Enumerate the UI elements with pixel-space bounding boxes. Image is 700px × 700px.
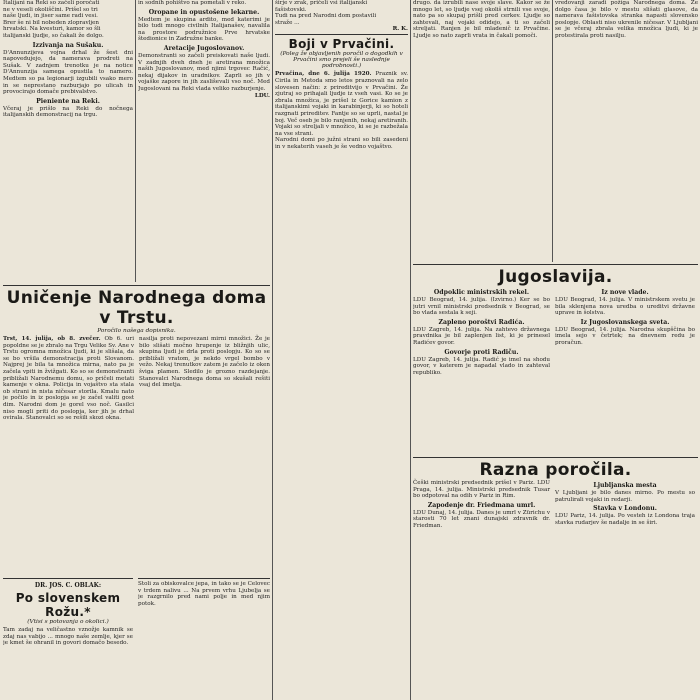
column-1-top-line: ne v veseli okoliščini. Prišel so tri — [3, 6, 98, 13]
headline-jugoslavija: Jugoslavija. — [498, 267, 613, 287]
signature: R. K. — [392, 26, 408, 33]
article-body: Stoli za obiskovalce jepa, in tako se je Celovec v trdem nalivu ... Na prvem vrhu Ljubelja se je razgrnilo pred nami polje in med njim potok. — [138, 581, 270, 607]
roz-article — [3, 576, 133, 700]
column-2 — [138, 0, 270, 282]
dateline: Trst, 14. julija, ob 8. zvečer. — [3, 336, 101, 342]
divider — [413, 457, 698, 458]
column-divider — [552, 0, 553, 262]
news-item-body: LDU Pariz, 14. julija. Po vesteh iz Londona traja stavka rudarjev še nadalje in se širi. — [555, 513, 695, 526]
column-2-bottom — [138, 576, 270, 700]
article-text: Ob 6. uri popoldne se je zbralo na Trgu Velike Sv. Ane v Trstu ogromna množica ljudi, ki je slišala, da se bo vršila demonstracija proti Slovanom. Najprej je bila ta množica mirna, nato pa je začela vpiti in žvižgati. Ko so se demonstranti približali Narodnemu domu, so pričeli metati kamenje v okna. Policija in vojaštvo sta stala ob strani in nista ničesar storila. Kmalu nato je počilo in iz poslopja se je začel valiti gost dim. Narodni dom je gorel vso noč. Gasilci niso mogli priti do poslopja, ker jih je drhal ovirala. Stanovalci so se rešili skozi okna. — [3, 336, 134, 422]
news-item-title: Stavka v Londonu. — [593, 505, 657, 513]
headline-kicker: (Poleg že objavljenih poročil o dogodkih v Prvačini smo prejeli še naslednje podrobnosti.) — [280, 51, 403, 70]
article-body: Tam zadaj na veličastno vznožje kamnik se zdaj nas vabijo ... mnogo naše zemlje, kjer se je kmet še ohranil in govori domačo besedo. — [3, 627, 133, 647]
column-1-top-line: italijanski ljudje, so čakali že dolgo. — [3, 32, 104, 39]
article-body: Tudi na pred Narodni dom postavili — [275, 13, 377, 20]
subheading: Aretacije Jugoslovanov. — [163, 44, 245, 52]
headline-prvacina: Boji v Prvačini. — [288, 37, 395, 52]
subheading: Izzivanja na Sušaku. — [32, 41, 104, 49]
article-body: Medtem je skupina ardito, med katerimi je bilo tudi mnogo civilnih Italijanašev, navalila na prostore podružnice Prve hrvatske štedionice in Zadružne banke. — [138, 16, 270, 43]
news-item-body: LDU Beograd, 14. julija. V ministrskem svetu je bila sklenjena nova uredba o ureditvi državne uprave in šolstva. — [555, 297, 695, 317]
column-1-top-line: hrvatski. Na kvesturi, kamor so šli — [3, 26, 101, 33]
article-body: Češki ministrski predsednik prišel v Pariz. LDU Praga, 14. julija. Ministrski predsednik Tusar bo odpotoval na odih v Pariz in Rim. — [413, 480, 550, 500]
column-1-top-line: naše ljudi, in jiser same radi vesi. — [3, 13, 98, 20]
news-item-title: Ljubljanska mesta — [593, 482, 657, 489]
article-body: vredovanji zaradi požiga Narodnega doma. Že dolgo časa je bilo v mestu slišati glasove, da namerava fašistovska stranka napasti slovensko poslopje. Oblasti niso ukrenile ničesar. V Ljubljani se je včeraj zbrala velika množica ljudi, ki je protestirala proti nasilju. — [555, 0, 698, 39]
headline-block — [3, 283, 270, 573]
news-item-title: Govorje proti Radiču. — [444, 348, 519, 356]
jugoslavija-section — [413, 262, 698, 452]
article-body: Včeraj je prišlo na Reki do nočnega italijanskih demonstracij na trgu. — [3, 105, 133, 119]
divider — [138, 578, 270, 579]
article-body — [275, 71, 408, 137]
divider — [413, 264, 698, 265]
dateline: Prvačina, dne 6. julija 1920. — [275, 71, 372, 78]
news-item-body: LDU Zagreb, 14. julija. Radić je imel na shodu govor, v katerem je napadal vlado in zahteval republiko. — [413, 356, 550, 376]
news-item-body: LDU Beograd, 14. julija. Narodna skupščina bo imela sejo v četrtek; na dnevnem redu je proračun. — [555, 326, 695, 346]
headline-narodni-dom: Uničenje Narodnega doma v Trstu. — [6, 288, 267, 328]
column-divider — [272, 0, 273, 700]
headline-kicker: Poročilo našega dopisnika. — [97, 328, 176, 334]
headline-roz: Po slovenskem Rožu.* — [15, 591, 121, 619]
column-divider — [135, 0, 136, 282]
headline-kicker: (Vtisi s potovanja o okolici.) — [27, 619, 109, 625]
news-item-title: Iz nove vlade. — [601, 289, 649, 296]
news-item-body: LDU Beograd, 14. julija. (Izvirno.) Ker se bo jutri vrnil ministrski predsednik v Beograd, se bo vlada sestala k seji. — [413, 297, 550, 317]
article-body: širje v zrak, pričeli vsi italijanski — [275, 0, 368, 6]
column-1-top-line: Italijani na Reki so začeli poročati — [3, 0, 100, 6]
column-divider — [410, 0, 411, 700]
news-item-body: LDU Zagreb, 14. julija. Na zahtevo državnega pravdnika je bil zaplenjen list, ki je prinesel Radićev govor. — [413, 326, 550, 346]
divider — [3, 285, 270, 286]
divider — [275, 34, 408, 35]
article-body: straže ... — [275, 19, 300, 26]
news-item-title: Zapleno poroštvi Radića. — [438, 318, 525, 326]
news-item-title: Iz Jugoslovanskega sveta. — [580, 318, 670, 326]
column-1-top-line: Brer še ni bil nobeden zlopravljen — [3, 19, 100, 26]
signature: LDU. — [254, 92, 270, 99]
article-body: drugo. da izrubili nase svoje slave. Kakor se že mnogo let, so ljudje vsej okoliš strnili vse svoje, nato pa so skupaj prišli pred cerkev. Ljudje so zahtevali, naj vojaki odidejo, a ti so začeli streljati. Ranjen je bil mladenič iz Prvačine. Ljudje so nato zaprli vrata in čakali pomoči. — [413, 0, 550, 39]
article-text: Praznik sv. Cirila in Metoda smo letos praznovali na zelo slovesen način: z prireditvijo v Prvačini. Že zjutraj so prihajali ljudje iz vseh vasi. Ko se je zbrala množica, je prišel iz Gorice kamion z italijanskimi vojaki in karabinjerji, ki so hoteli razgnati prireditev. Fantje so se uprli, nastal je boj. Več oseb je bilo ranjenih, nekaj aretiranih. Vojaki so streljali v množico, ki se je razbežala na vse strani. — [275, 71, 408, 137]
razna-porocila-section — [413, 455, 698, 700]
news-item-body: V Ljubljani je bilo danes mirno. Po mestu so patrulirali vojaki in redarji. — [555, 490, 695, 503]
column-5 — [555, 0, 698, 262]
article-body: fašistovski. — [275, 6, 307, 13]
column-3 — [275, 0, 408, 700]
news-item-title: Zapodenje dr. Friedmana umrl. — [427, 501, 536, 509]
headline-razna-porocila: Razna poročila. — [479, 460, 632, 480]
article-body — [3, 336, 134, 422]
news-item-title: Odpoklic ministrskih rekel. — [433, 289, 530, 296]
article-body: Demonstranti so začeli preiskovati naše ljudi. V zadnjih dveh dneh je aretirana množica naših Jugoslovanov, med njimi trgovec Račić, nekaj dijakov in uradnikov. Zaprli so jih v vojaške zapore in jih zasliševali vso noč. Med Jugoslovani na Reki vlada veliko razburjenje. — [138, 52, 270, 92]
article-body: D'Annunzijeva vojna drhal že šest dni napovedujejo, da namerava prodreti na Sušak. V zadnjem trenotku je na notice D'Annunzija samega opustila to namero. Medtem so pa legionarji izgubili vsako mero in se neprestano razburjajo po ulicah in provocirajo domače prebivalstvo. — [3, 49, 133, 96]
article-body: nasilja proti nepovezani mirni množici. Že je bilo slišati močno hrupenje iz bližnjih ulic, skupina ljudi je drla proti poslopju. Ko so se približali vratom, je nekdo vrgel bombo v vežo. Nekaj trenutkov zatem je začelo iz oken šviga plamen. Sledilo je grozno razdejanje. Stanovalci Narodnega doma so skušali rešiti vsaj del imetja. — [139, 336, 270, 389]
author-line: DR. JOS. C. OBLAK: — [34, 582, 102, 589]
article-body: Narodni domi po južni strani so bili zasedeni in v nekaterih vaseh je še vedno vojaštvo. — [275, 137, 408, 150]
article-body: in sodnih pohištvo na pometali v reko. — [138, 0, 247, 6]
subheading: Pieniente na Reki. — [36, 97, 100, 105]
divider — [3, 578, 133, 579]
subheading: Oropane in opustošene lekarne. — [148, 8, 260, 16]
article-body: LDU Dunaj, 14. julija. Danes je umrl v Zürichu v starosti 70 let znani dunajski zdravnik dr. Friedman. — [413, 509, 550, 529]
